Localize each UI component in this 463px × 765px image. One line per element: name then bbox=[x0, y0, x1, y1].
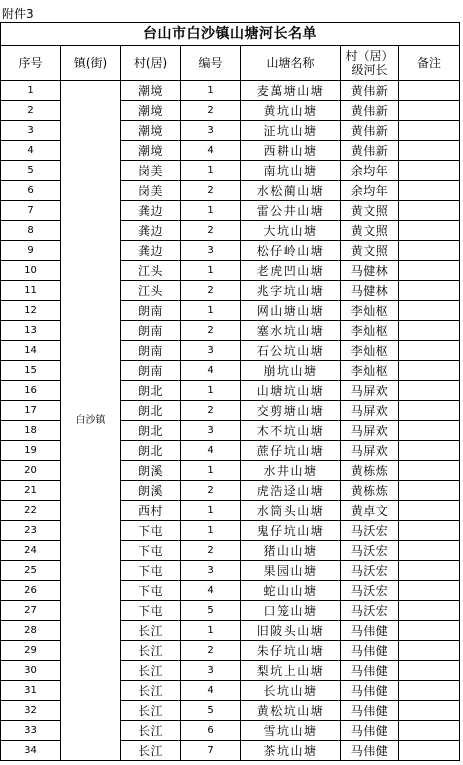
river-chief-cell: 黄文照 bbox=[341, 221, 399, 241]
header-note: 备注 bbox=[399, 46, 460, 81]
note-cell bbox=[399, 441, 460, 461]
river-chief-cell: 黄栋炼 bbox=[341, 461, 399, 481]
note-cell bbox=[399, 121, 460, 141]
seq-cell: 34 bbox=[1, 741, 61, 761]
note-cell bbox=[399, 401, 460, 421]
number-cell: 4 bbox=[181, 141, 241, 161]
table-row bbox=[1, 81, 460, 101]
seq-cell: 31 bbox=[1, 681, 61, 701]
village-cell: 下屯 bbox=[121, 561, 181, 581]
note-cell bbox=[399, 701, 460, 721]
river-chief-cell: 马沃宏 bbox=[341, 561, 399, 581]
river-chief-cell: 李灿枢 bbox=[341, 301, 399, 321]
village-cell: 龚边 bbox=[121, 241, 181, 261]
pond-name-cell: 松仔岭山塘 bbox=[241, 241, 341, 261]
village-cell: 朗南 bbox=[121, 321, 181, 341]
pond-name-cell: 石公坑山塘 bbox=[241, 341, 341, 361]
title-row bbox=[1, 23, 460, 46]
pond-name-cell: 水松蔺山塘 bbox=[241, 181, 341, 201]
village-cell: 长江 bbox=[121, 621, 181, 641]
river-chief-cell: 马伟健 bbox=[341, 641, 399, 661]
note-cell bbox=[399, 481, 460, 501]
number-cell: 1 bbox=[181, 501, 241, 521]
pond-name-cell: 果园山塘 bbox=[241, 561, 341, 581]
pond-name-cell: 塞水坑山塘 bbox=[241, 321, 341, 341]
note-cell bbox=[399, 261, 460, 281]
number-cell: 1 bbox=[181, 461, 241, 481]
number-cell: 2 bbox=[181, 221, 241, 241]
pond-name-cell: 猪山山塘 bbox=[241, 541, 341, 561]
village-cell: 下屯 bbox=[121, 581, 181, 601]
seq-cell: 17 bbox=[1, 401, 61, 421]
seq-cell: 26 bbox=[1, 581, 61, 601]
river-chief-cell: 黄伟新 bbox=[341, 121, 399, 141]
river-chief-cell: 马沃宏 bbox=[341, 541, 399, 561]
seq-cell: 7 bbox=[1, 201, 61, 221]
river-chief-cell: 黄伟新 bbox=[341, 101, 399, 121]
seq-cell: 30 bbox=[1, 661, 61, 681]
village-cell: 朗北 bbox=[121, 381, 181, 401]
village-cell: 潮境 bbox=[121, 141, 181, 161]
river-chief-cell: 马屏欢 bbox=[341, 441, 399, 461]
number-cell: 1 bbox=[181, 201, 241, 221]
number-cell: 3 bbox=[181, 421, 241, 441]
river-chief-cell: 马伟健 bbox=[341, 621, 399, 641]
pond-name-cell: 雷公井山塘 bbox=[241, 201, 341, 221]
note-cell bbox=[399, 521, 460, 541]
village-cell: 下屯 bbox=[121, 541, 181, 561]
village-cell: 长江 bbox=[121, 641, 181, 661]
number-cell: 6 bbox=[181, 721, 241, 741]
note-cell bbox=[399, 181, 460, 201]
seq-cell: 8 bbox=[1, 221, 61, 241]
note-cell bbox=[399, 421, 460, 441]
seq-cell: 5 bbox=[1, 161, 61, 181]
river-chief-cell: 马健林 bbox=[341, 261, 399, 281]
seq-cell: 12 bbox=[1, 301, 61, 321]
village-cell: 龚边 bbox=[121, 201, 181, 221]
river-chief-cell: 马伟健 bbox=[341, 701, 399, 721]
pond-name-cell: 虎浩迳山塘 bbox=[241, 481, 341, 501]
village-cell: 长江 bbox=[121, 741, 181, 761]
village-cell: 下屯 bbox=[121, 601, 181, 621]
number-cell: 2 bbox=[181, 481, 241, 501]
header-seq: 序号 bbox=[1, 46, 61, 81]
river-chief-cell: 马屏欢 bbox=[341, 381, 399, 401]
village-cell: 朗南 bbox=[121, 301, 181, 321]
seq-cell: 18 bbox=[1, 421, 61, 441]
header-town: 镇(街) bbox=[61, 46, 121, 81]
village-cell: 朗南 bbox=[121, 361, 181, 381]
number-cell: 2 bbox=[181, 401, 241, 421]
pond-name-cell: 黄坑山塘 bbox=[241, 101, 341, 121]
note-cell bbox=[399, 241, 460, 261]
pond-name-cell: 蛇山山塘 bbox=[241, 581, 341, 601]
note-cell bbox=[399, 101, 460, 121]
seq-cell: 23 bbox=[1, 521, 61, 541]
pond-name-cell: 兆字坑山塘 bbox=[241, 281, 341, 301]
seq-cell: 27 bbox=[1, 601, 61, 621]
seq-cell: 22 bbox=[1, 501, 61, 521]
pond-name-cell: 泟坑山塘 bbox=[241, 121, 341, 141]
village-cell: 朗北 bbox=[121, 441, 181, 461]
seq-cell: 14 bbox=[1, 341, 61, 361]
number-cell: 2 bbox=[181, 321, 241, 341]
pond-name-cell: 黄松坑山塘 bbox=[241, 701, 341, 721]
village-cell: 潮境 bbox=[121, 121, 181, 141]
number-cell: 3 bbox=[181, 561, 241, 581]
river-chief-cell: 马屏欢 bbox=[341, 401, 399, 421]
river-chief-cell: 黄伟新 bbox=[341, 81, 399, 101]
table-title: 台山市白沙镇山塘河长名单 bbox=[1, 23, 460, 46]
number-cell: 1 bbox=[181, 381, 241, 401]
seq-cell: 32 bbox=[1, 701, 61, 721]
note-cell bbox=[399, 81, 460, 101]
river-chief-cell: 李灿枢 bbox=[341, 361, 399, 381]
note-cell bbox=[399, 581, 460, 601]
village-cell: 朗溪 bbox=[121, 461, 181, 481]
table-body bbox=[1, 23, 460, 761]
note-cell bbox=[399, 561, 460, 581]
village-cell: 长江 bbox=[121, 681, 181, 701]
note-cell bbox=[399, 741, 460, 761]
river-chief-cell: 马沃宏 bbox=[341, 521, 399, 541]
river-chief-cell: 马伟健 bbox=[341, 721, 399, 741]
note-cell bbox=[399, 721, 460, 741]
pond-name-cell: 茶坑山塘 bbox=[241, 741, 341, 761]
note-cell bbox=[399, 141, 460, 161]
seq-cell: 2 bbox=[1, 101, 61, 121]
number-cell: 3 bbox=[181, 661, 241, 681]
number-cell: 3 bbox=[181, 341, 241, 361]
number-cell: 5 bbox=[181, 701, 241, 721]
header-pond: 山塘名称 bbox=[241, 46, 341, 81]
seq-cell: 9 bbox=[1, 241, 61, 261]
river-chief-cell: 李灿枢 bbox=[341, 341, 399, 361]
number-cell: 2 bbox=[181, 541, 241, 561]
seq-cell: 20 bbox=[1, 461, 61, 481]
pond-name-cell: 旧陂头山塘 bbox=[241, 621, 341, 641]
village-cell: 朗北 bbox=[121, 421, 181, 441]
pond-name-cell: 水井山塘 bbox=[241, 461, 341, 481]
river-chief-cell: 马伟健 bbox=[341, 681, 399, 701]
seq-cell: 1 bbox=[1, 81, 61, 101]
note-cell bbox=[399, 661, 460, 681]
number-cell: 4 bbox=[181, 681, 241, 701]
note-cell bbox=[399, 201, 460, 221]
pond-name-cell: 长坑山塘 bbox=[241, 681, 341, 701]
river-chief-cell: 黄卓文 bbox=[341, 501, 399, 521]
river-chief-cell: 马沃宏 bbox=[341, 581, 399, 601]
number-cell: 1 bbox=[181, 521, 241, 541]
pond-name-cell: 雪坑山塘 bbox=[241, 721, 341, 741]
river-chief-cell: 余均年 bbox=[341, 161, 399, 181]
village-cell: 岗美 bbox=[121, 161, 181, 181]
pond-name-cell: 交剪塘山塘 bbox=[241, 401, 341, 421]
number-cell: 3 bbox=[181, 121, 241, 141]
village-cell: 朗北 bbox=[121, 401, 181, 421]
number-cell: 1 bbox=[181, 621, 241, 641]
note-cell bbox=[399, 621, 460, 641]
pond-name-cell: 梨坑上山塘 bbox=[241, 661, 341, 681]
village-cell: 长江 bbox=[121, 721, 181, 741]
number-cell: 2 bbox=[181, 101, 241, 121]
seq-cell: 4 bbox=[1, 141, 61, 161]
pond-name-cell: 崩坑山塘 bbox=[241, 361, 341, 381]
village-cell: 江头 bbox=[121, 281, 181, 301]
river-chief-cell: 黄栋炼 bbox=[341, 481, 399, 501]
village-cell: 朗南 bbox=[121, 341, 181, 361]
seq-cell: 11 bbox=[1, 281, 61, 301]
seq-cell: 3 bbox=[1, 121, 61, 141]
header-village: 村(居) bbox=[121, 46, 181, 81]
river-chief-cell: 黄文照 bbox=[341, 241, 399, 261]
pond-name-cell: 鬼仔坑山塘 bbox=[241, 521, 341, 541]
header-chief: 村（居）级河长 bbox=[341, 46, 399, 81]
pond-name-cell: 老虎凹山塘 bbox=[241, 261, 341, 281]
header-row bbox=[1, 46, 460, 81]
pond-name-cell: 西耕山塘 bbox=[241, 141, 341, 161]
pond-name-cell: 口笼山塘 bbox=[241, 601, 341, 621]
attachment-label: 附件3 bbox=[2, 7, 34, 21]
seq-cell: 24 bbox=[1, 541, 61, 561]
number-cell: 1 bbox=[181, 81, 241, 101]
village-cell: 潮境 bbox=[121, 81, 181, 101]
seq-cell: 21 bbox=[1, 481, 61, 501]
note-cell bbox=[399, 681, 460, 701]
number-cell: 2 bbox=[181, 641, 241, 661]
number-cell: 5 bbox=[181, 601, 241, 621]
pond-name-cell: 麦萬塘山塘 bbox=[241, 81, 341, 101]
village-cell: 江头 bbox=[121, 261, 181, 281]
seq-cell: 15 bbox=[1, 361, 61, 381]
note-cell bbox=[399, 341, 460, 361]
seq-cell: 29 bbox=[1, 641, 61, 661]
note-cell bbox=[399, 641, 460, 661]
note-cell bbox=[399, 361, 460, 381]
river-chief-cell: 马沃宏 bbox=[341, 601, 399, 621]
seq-cell: 19 bbox=[1, 441, 61, 461]
number-cell: 2 bbox=[181, 181, 241, 201]
note-cell bbox=[399, 161, 460, 181]
note-cell bbox=[399, 321, 460, 341]
village-cell: 岗美 bbox=[121, 181, 181, 201]
number-cell: 7 bbox=[181, 741, 241, 761]
number-cell: 4 bbox=[181, 441, 241, 461]
note-cell bbox=[399, 281, 460, 301]
note-cell bbox=[399, 301, 460, 321]
seq-cell: 28 bbox=[1, 621, 61, 641]
village-cell: 西村 bbox=[121, 501, 181, 521]
pond-name-cell: 朱仔坑山塘 bbox=[241, 641, 341, 661]
river-chief-cell: 马伟健 bbox=[341, 661, 399, 681]
village-cell: 潮境 bbox=[121, 101, 181, 121]
pond-name-cell: 山塘坑山塘 bbox=[241, 381, 341, 401]
village-cell: 龚边 bbox=[121, 221, 181, 241]
number-cell: 4 bbox=[181, 361, 241, 381]
seq-cell: 10 bbox=[1, 261, 61, 281]
seq-cell: 33 bbox=[1, 721, 61, 741]
village-cell: 下屯 bbox=[121, 521, 181, 541]
number-cell: 1 bbox=[181, 301, 241, 321]
river-chief-table bbox=[0, 22, 460, 761]
number-cell: 1 bbox=[181, 261, 241, 281]
number-cell: 4 bbox=[181, 581, 241, 601]
pond-name-cell: 水筒头山塘 bbox=[241, 501, 341, 521]
number-cell: 3 bbox=[181, 241, 241, 261]
pond-name-cell: 木不坑山塘 bbox=[241, 421, 341, 441]
pond-name-cell: 网山塘山塘 bbox=[241, 301, 341, 321]
note-cell bbox=[399, 461, 460, 481]
seq-cell: 6 bbox=[1, 181, 61, 201]
town-cell: 白沙镇 bbox=[61, 81, 121, 761]
seq-cell: 16 bbox=[1, 381, 61, 401]
river-chief-cell: 马健林 bbox=[341, 281, 399, 301]
river-chief-cell: 马屏欢 bbox=[341, 421, 399, 441]
pond-name-cell: 蔗仔坑山塘 bbox=[241, 441, 341, 461]
pond-name-cell: 南坑山塘 bbox=[241, 161, 341, 181]
river-chief-cell: 黄伟新 bbox=[341, 141, 399, 161]
river-chief-cell: 黄文照 bbox=[341, 201, 399, 221]
village-cell: 长江 bbox=[121, 661, 181, 681]
river-chief-cell: 马伟健 bbox=[341, 741, 399, 761]
number-cell: 2 bbox=[181, 281, 241, 301]
number-cell: 1 bbox=[181, 161, 241, 181]
note-cell bbox=[399, 601, 460, 621]
header-number: 编号 bbox=[181, 46, 241, 81]
note-cell bbox=[399, 381, 460, 401]
note-cell bbox=[399, 221, 460, 241]
pond-name-cell: 大坑山塘 bbox=[241, 221, 341, 241]
village-cell: 长江 bbox=[121, 701, 181, 721]
seq-cell: 25 bbox=[1, 561, 61, 581]
village-cell: 朗溪 bbox=[121, 481, 181, 501]
note-cell bbox=[399, 541, 460, 561]
seq-cell: 13 bbox=[1, 321, 61, 341]
river-chief-cell: 余均年 bbox=[341, 181, 399, 201]
note-cell bbox=[399, 501, 460, 521]
river-chief-cell: 李灿枢 bbox=[341, 321, 399, 341]
